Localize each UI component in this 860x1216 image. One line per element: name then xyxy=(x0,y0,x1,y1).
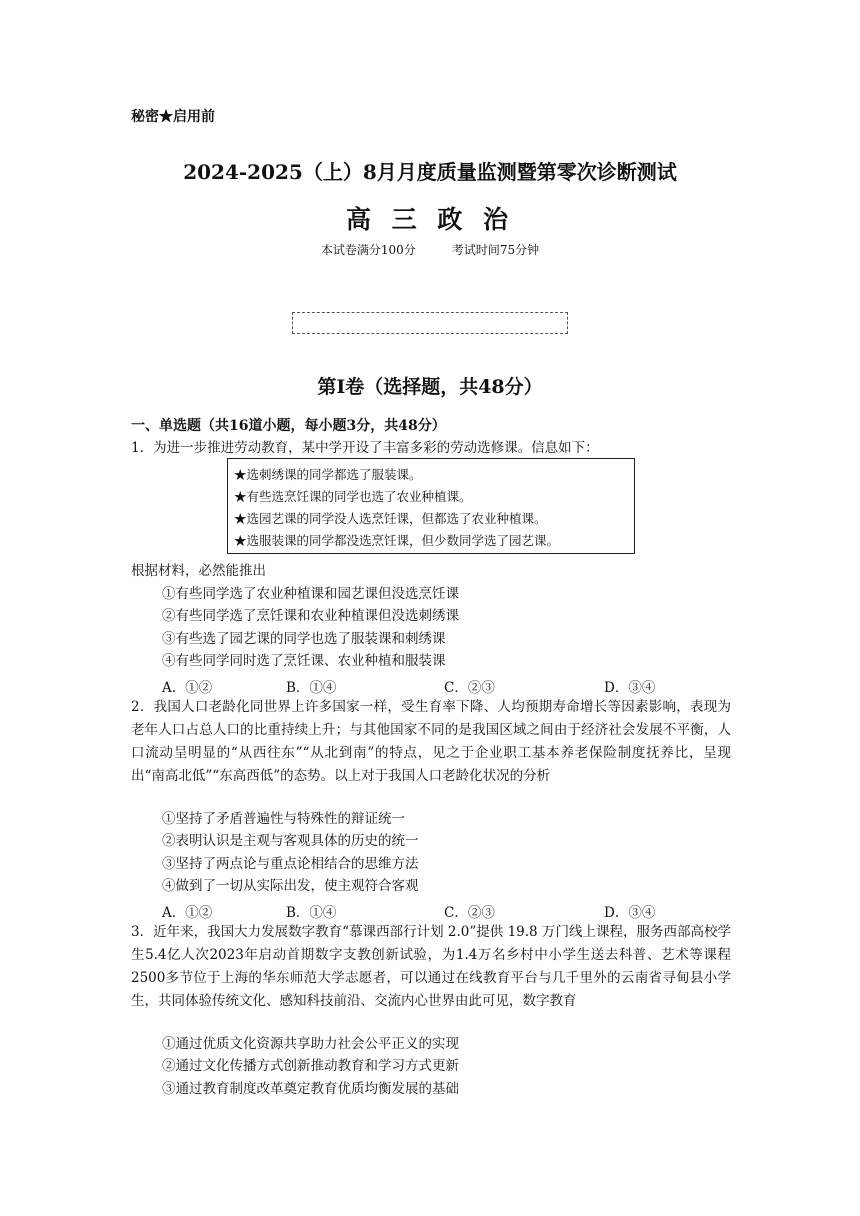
q1-option: ④有些同学同时选了烹饪课、农业种植和服装课 xyxy=(162,653,446,669)
q3-option: ③通过教育制度改革奠定教育优质均衡发展的基础 xyxy=(162,1081,459,1097)
q1-option: ②有些同学选了烹饪课和农业种植课但没选刺绣课 xyxy=(162,608,459,624)
choice-b: B．①④ xyxy=(286,905,337,921)
choice-d: D．③④ xyxy=(604,680,656,696)
score-note: 本试卷满分100分 xyxy=(320,243,416,257)
q1-info-line: ★选服装课的同学都没选烹饪课，但少数同学选了园艺课。 xyxy=(234,533,560,548)
q1-info-box xyxy=(227,458,635,554)
q2-stem: 2．我国人口老龄化同世界上许多国家一样，受生育率下降、人均预期寿命增长等因素影响，表现为老年人口占总人口的比重持续上升；与其他国家不同的是我国区域之间由于经济社会发展不平衡，人口流动呈明显的“从西往东”“从北到南”的特点，见之于企业职工基本养老保险制度抚养比，呈现出“南高北低”“东高西低”的态势。以上对于我国人口老龄化状况的分析 xyxy=(131,699,731,784)
choice-a: A．①② xyxy=(162,680,213,696)
choice-b: B．①④ xyxy=(286,680,337,696)
q1-stem: 1．为进一步推进劳动教育，某中学开设了丰富多彩的劳动选修课。信息如下： xyxy=(131,440,599,456)
choice-c: C．②③ xyxy=(444,905,495,921)
q1-lead: 根据材料，必然能推出 xyxy=(131,563,266,579)
choice-a: A．①② xyxy=(162,905,213,921)
part-heading: 第Ⅰ卷（选择题，共48分） xyxy=(317,376,543,398)
q1-info-line: ★选刺绣课的同学都选了服装课。 xyxy=(234,467,422,482)
q3-stem: 3．近年来，我国大力发展数字教育“慕课西部行计划 2.0”提供 19.8 万门线上课程，服务西部高校学生5.4亿人次2023年启动首期数字支教创新试验，为1.4万名乡村中小学生送去科普、艺术等课程2500多节位于上海的华东师范大学志愿者，可以通过在线教育平台与几千里外的云南省寻甸县小学生，共同体验传统文化、感知科技前沿、交流内心世界由此可见，数字教育 xyxy=(131,924,731,1009)
q2-option: ①坚持了矛盾普遍性与特殊性的辩证统一 xyxy=(162,811,405,827)
choice-d: D．③④ xyxy=(604,905,656,921)
q1-info-line: ★选园艺课的同学没人选烹饪课，但都选了农业种植课。 xyxy=(234,511,547,526)
exam-title: 2024-2025（上）8月月度质量监测暨第零次诊断测试 xyxy=(183,160,677,184)
choice-c: C．②③ xyxy=(444,680,495,696)
q1-option: ①有些同学选了农业种植课和园艺课但没选烹饪课 xyxy=(162,586,459,602)
section-heading: 一、单选题（共16道小题，每小题3分，共48分） xyxy=(131,418,446,434)
dashed-placeholder-box xyxy=(292,312,568,334)
q3-option: ①通过优质文化资源共享助力社会公平正义的实现 xyxy=(162,1036,459,1052)
exam-meta xyxy=(0,241,860,258)
q2-option: ③坚持了两点论与重点论相结合的思维方法 xyxy=(162,856,419,872)
q1-option: ③有些选了园艺课的同学也选了服装课和刺绣课 xyxy=(162,631,446,647)
q3-option: ②通过文化传播方式创新推动教育和学习方式更新 xyxy=(162,1058,459,1074)
q2-option: ②表明认识是主观与客观具体的历史的统一 xyxy=(162,833,419,849)
subject-title: 高 三 政 治 xyxy=(345,205,515,234)
time-note: 考试时间75分钟 xyxy=(451,243,540,257)
q1-info-line: ★有些选烹饪课的同学也选了农业种植课。 xyxy=(234,489,472,504)
q2-option: ④做到了一切从实际出发，使主观符合客观 xyxy=(162,878,419,894)
confidential-mark: 秘密★启用前 xyxy=(131,109,215,125)
